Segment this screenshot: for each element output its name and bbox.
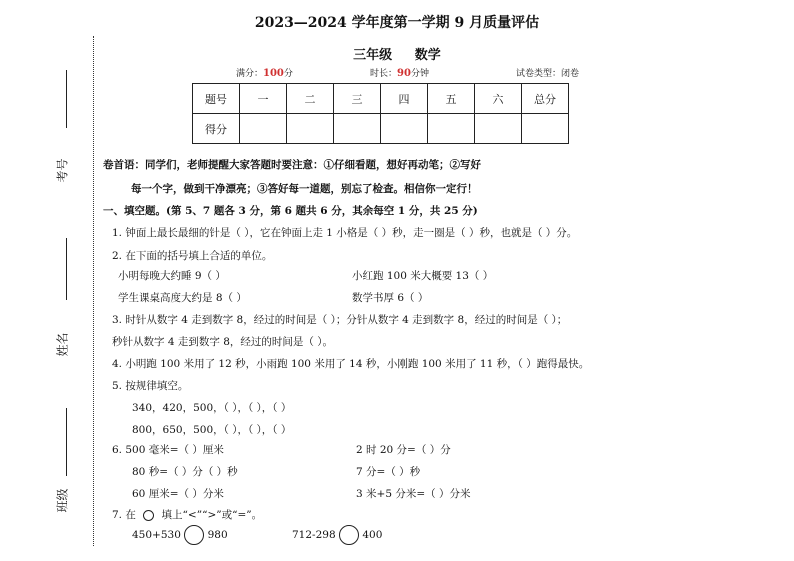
table-cell: 三 (334, 84, 381, 114)
full-score: 满分：100分 (236, 68, 293, 79)
score-input-cell[interactable] (475, 114, 522, 144)
intro-line-1: 卷首语：同学们，老师提醒大家答题时要注意：①仔细看题，想好再动笔；②写好 (103, 159, 481, 171)
question-5a: 340，420，500，（ ），（ ），（ ） (132, 402, 292, 414)
exam-no-label: 考号 (55, 158, 70, 183)
binding-dotted-line (93, 36, 94, 546)
table-cell: 五 (428, 84, 475, 114)
question-5b: 800，650，500，（ ），（ ），（ ） (132, 424, 292, 436)
question-6e: 60 厘米=（ ）分米 (132, 488, 224, 500)
question-2d: 数学书厚 6（ ） (352, 292, 429, 304)
question-6c: 80 秒=（ ）分（ ）秒 (132, 466, 238, 478)
time-limit: 时长：90分钟 (370, 68, 429, 79)
class-blank[interactable] (66, 408, 68, 476)
question-2: 2. 在下面的括号填上合适的单位。 (112, 250, 273, 262)
question-6f: 3 米+5 分米=（ ）分米 (356, 488, 471, 500)
question-2a: 小明每晚大约睡 9（ ） (118, 270, 226, 282)
table-cell: 四 (381, 84, 428, 114)
score-input-cell[interactable] (522, 114, 569, 144)
question-2b: 小红跑 100 米大概要 13（ ） (352, 270, 494, 282)
exam-type: 试卷类型：闭卷 (516, 69, 580, 79)
intro-line-2: 每一个字，做到干净漂亮；③答好每一道题，别忘了检查。相信你一定行！ (131, 183, 478, 195)
table-cell: 得分 (193, 114, 240, 144)
question-5: 5. 按规律填空。 (112, 380, 189, 392)
score-input-cell[interactable] (334, 114, 381, 144)
question-2c: 学生课桌高度大约是 8（ ） (118, 292, 247, 304)
table-row (193, 114, 569, 144)
question-7: 7. 在 填上“<”“>”或“=”。 (112, 509, 263, 521)
question-6a: 6. 500 毫米=（ ）厘米 (112, 444, 224, 456)
section-heading: 一、填空题。(第 5、7 题各 3 分，第 6 题共 6 分，其余每空 1 分，共 25 分) (103, 205, 478, 217)
class-label: 班级 (55, 488, 70, 513)
score-input-cell[interactable] (240, 114, 287, 144)
question-6b: 2 时 20 分=（ ）分 (356, 444, 451, 456)
table-cell: 总分 (522, 84, 569, 114)
score-input-cell[interactable] (287, 114, 334, 144)
exam-no-blank[interactable] (66, 70, 68, 128)
name-blank[interactable] (66, 238, 68, 300)
name-label: 姓名 (55, 332, 70, 357)
table-cell: 二 (287, 84, 334, 114)
compare-circle[interactable] (339, 525, 359, 545)
question-7a: 450+530 980 (132, 525, 228, 545)
score-input-cell[interactable] (381, 114, 428, 144)
table-cell: 一 (240, 84, 287, 114)
question-3a: 3. 时针从数字 4 走到数字 8，经过的时间是（ ）；分针从数字 4 走到数字 8，经过的时间是（ ）； (112, 314, 568, 326)
compare-circle[interactable] (184, 525, 204, 545)
question-7b: 712-298 400 (292, 525, 382, 545)
question-4: 4. 小明跑 100 米用了 12 秒，小雨跑 100 米用了 14 秒，小刚跑 100 米用了 11 秒，（ ）跑得最快。 (112, 358, 590, 370)
table-cell: 六 (475, 84, 522, 114)
table-cell: 题号 (193, 84, 240, 114)
page-subtitle: 三年级 数学 (353, 48, 441, 63)
score-input-cell[interactable] (428, 114, 475, 144)
question-1: 1. 钟面上最长最细的针是（ ），它在钟面上走 1 小格是（ ）秒，走一圈是（ ）秒，也就是（ ）分。 (112, 227, 578, 239)
question-6d: 7 分=（ ）秒 (356, 466, 421, 478)
score-table (192, 83, 569, 144)
question-3b: 秒针从数字 4 走到数字 8，经过的时间是（ ）。 (112, 336, 333, 348)
circle-icon (143, 510, 154, 521)
table-row (193, 84, 569, 114)
page-title: 2023—2024 学年度第一学期 9 月质量评估 (254, 15, 540, 31)
